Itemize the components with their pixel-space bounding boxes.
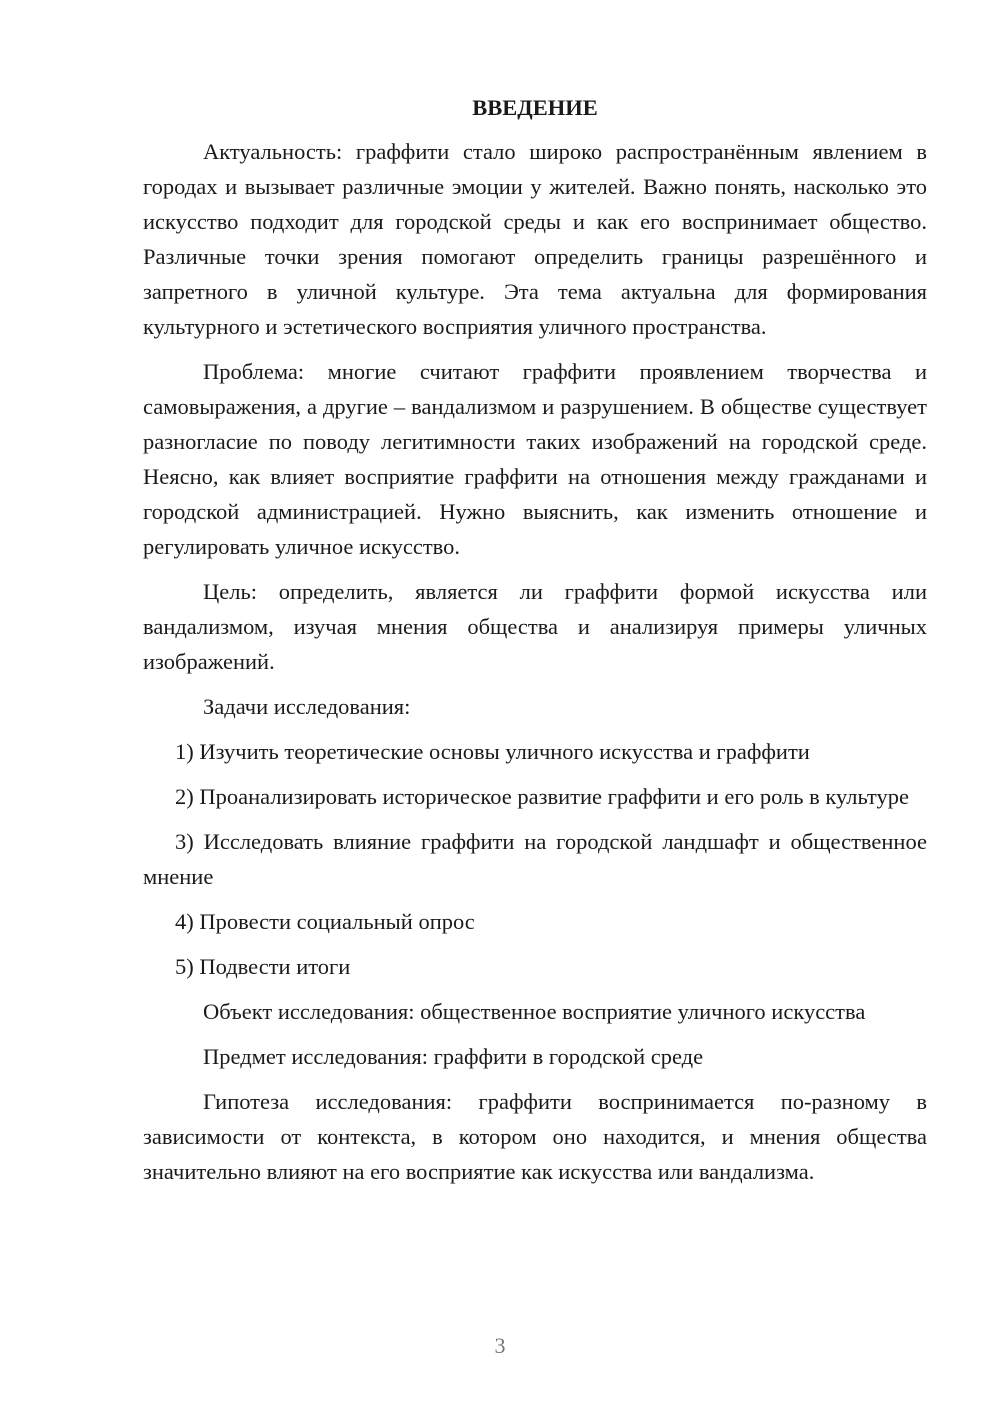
- document-body: [143, 90, 927, 1199]
- page-number: 3: [494, 1333, 506, 1358]
- paragraph-hypothesis: Гипотеза исследования: граффити воспринимается по-разному в зависимости от контекста, в котором оно находится, и мнения общества значительно влияют на его восприятие как искусства или вандализма.: [143, 1089, 927, 1184]
- paragraph-relevance: Актуальность: граффити стало широко распространённым явлением в городах и вызывает различные эмоции у жителей. Важно понять, насколько это искусство подходит для городской среды и как его воспринимает общество. Различные точки зрения помогают определить границы разрешённого и запретного в уличной культуре. Эта тема актуальна для формирования культурного и эстетического восприятия уличного пространства.: [143, 139, 927, 339]
- page-title: ВВЕДЕНИЕ: [472, 95, 598, 120]
- paragraph-object: Объект исследования: общественное восприятие уличного искусства: [203, 999, 866, 1024]
- paragraph-problem: Проблема: многие считают граффити проявлением творчества и самовыражения, а другие – вандализмом и разрушением. В обществе существует разногласие по поводу легитимности таких изображений на городской среде. Неясно, как влияет восприятие граффити на отношения между гражданами и городской администрацией. Нужно выяснить, как изменить отношение и регулировать уличное искусство.: [143, 359, 927, 559]
- task-item-3: 3) Исследовать влияние граффити на городской ландшафт и общественное мнение: [143, 829, 927, 889]
- task-item-2: 2) Проанализировать историческое развитие граффити и его роль в культуре: [175, 784, 909, 809]
- task-item-5: 5) Подвести итоги: [175, 954, 351, 979]
- paragraph-goal: Цель: определить, является ли граффити формой искусства или вандализмом, изучая мнения общества и анализируя примеры уличных изображений.: [143, 579, 927, 674]
- task-item-4: 4) Провести социальный опрос: [175, 909, 475, 934]
- paragraph-tasks-heading: Задачи исследования:: [203, 694, 411, 719]
- task-item-1: 1) Изучить теоретические основы уличного искусства и граффити: [175, 739, 810, 764]
- paragraph-subject: Предмет исследования: граффити в городской среде: [203, 1044, 704, 1069]
